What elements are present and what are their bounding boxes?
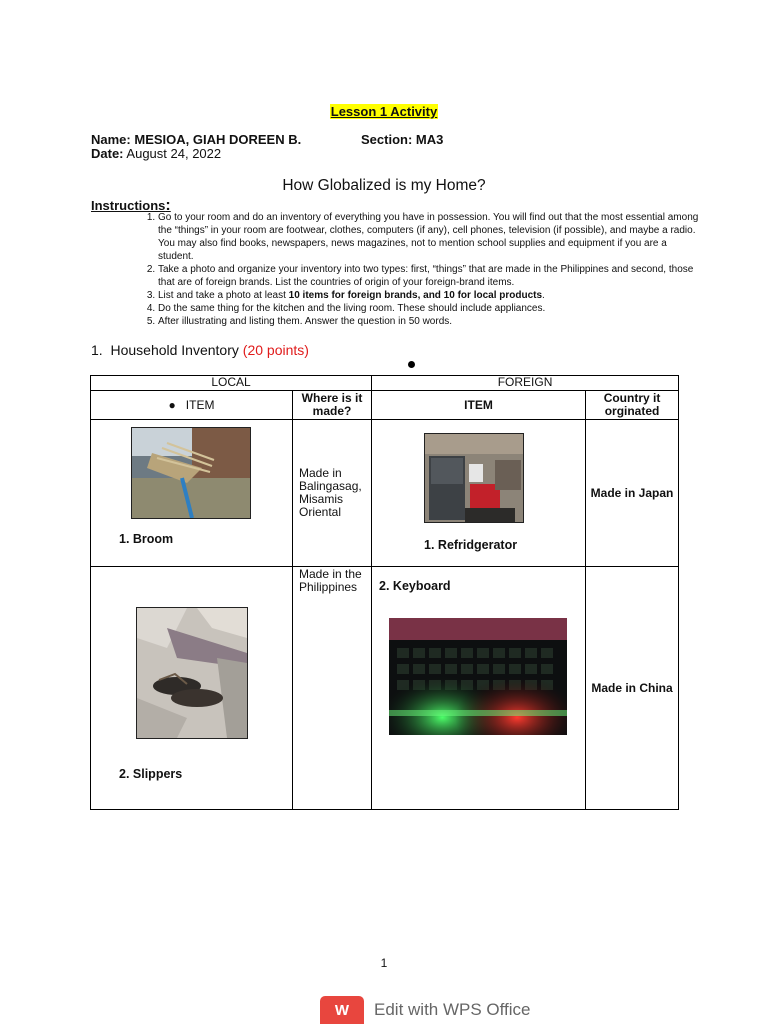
section-value: MA3 (415, 132, 444, 147)
slippers-photo (136, 607, 248, 739)
item-label: 1. Refridgerator (424, 538, 518, 552)
wps-logo-icon: W (320, 996, 364, 1024)
item-label: 1. Broom (119, 532, 174, 546)
keyboard-photo (389, 618, 567, 735)
name-line (91, 132, 301, 147)
page-title: How Globalized is my Home? (282, 177, 486, 194)
broom-photo (131, 427, 251, 519)
instruction-item: 1. Go to your room and do an inventory of everything you have in possession. You will find out that the most essential among the “things” in your room are footwear, clothes, computers (if any), cell phones, television (if possible), and maybe a radio. You may also find books, newspapers, news magazines, not to mention school supplies and equipment if you are a student. (158, 211, 703, 263)
instructions-list (135, 211, 703, 328)
bullet-dot (408, 361, 415, 368)
section-heading: 1. Household Inventory (20 points) (91, 342, 309, 358)
inventory-table (90, 375, 679, 810)
date-label: Date: (91, 146, 124, 161)
col-country: Country it orginated (586, 391, 679, 420)
col-item-local: ● ITEM (91, 391, 293, 420)
col-item-foreign: ITEM (372, 391, 586, 420)
table-cell-local-item (91, 420, 293, 567)
table-cell-local-item (91, 567, 293, 810)
where-text: Made in Balingasag, Misamis Oriental (299, 466, 362, 519)
instruction-item: 3. List and take a photo at least 10 items for foreign brands, and 10 for local products. (158, 289, 703, 302)
instruction-item: 2. Take a photo and organize your inventory into two types: first, “things” that are made in the Philippines and second, those that are of foreign brands. List the countries of origin of your foreign-brand items. (158, 263, 703, 289)
section-line (361, 132, 443, 147)
table-cell-where (293, 420, 372, 567)
instruction-item: 4. Do the same thing for the kitchen and the living room. These should include appliances. (158, 302, 703, 315)
date-value: August 24, 2022 (126, 146, 222, 161)
wps-footer-text: Edit with WPS Office (374, 1000, 531, 1019)
instructions-heading: Instructions: (91, 197, 171, 214)
item-label: 2. Slippers (119, 767, 183, 781)
country-cell: Made in China (586, 567, 679, 810)
where-text: Made in the Philippines (299, 567, 362, 594)
page-number: 1 (380, 956, 388, 970)
name-label: Name: (91, 132, 131, 147)
table-cell-where (293, 567, 372, 810)
name-value: MESIOA, GIAH DOREEN B. (134, 132, 302, 147)
section-label: Section: (361, 132, 413, 147)
instruction-item: 5. After illustrating and listing them. Answer the question in 50 words. (158, 315, 703, 328)
local-header: LOCAL (91, 376, 372, 391)
wps-footer[interactable] (320, 996, 531, 1024)
col-where: Where is it made? (293, 391, 372, 420)
date-line (91, 146, 221, 161)
refrigerator-photo (424, 433, 524, 523)
table-cell-foreign-item (372, 420, 586, 567)
country-cell: Made in Japan (586, 420, 679, 567)
item-label: 2. Keyboard (379, 579, 451, 593)
activity-title: Lesson 1 Activity (330, 104, 438, 119)
table-cell-foreign-item (372, 567, 586, 810)
foreign-header: FOREIGN (372, 376, 679, 391)
